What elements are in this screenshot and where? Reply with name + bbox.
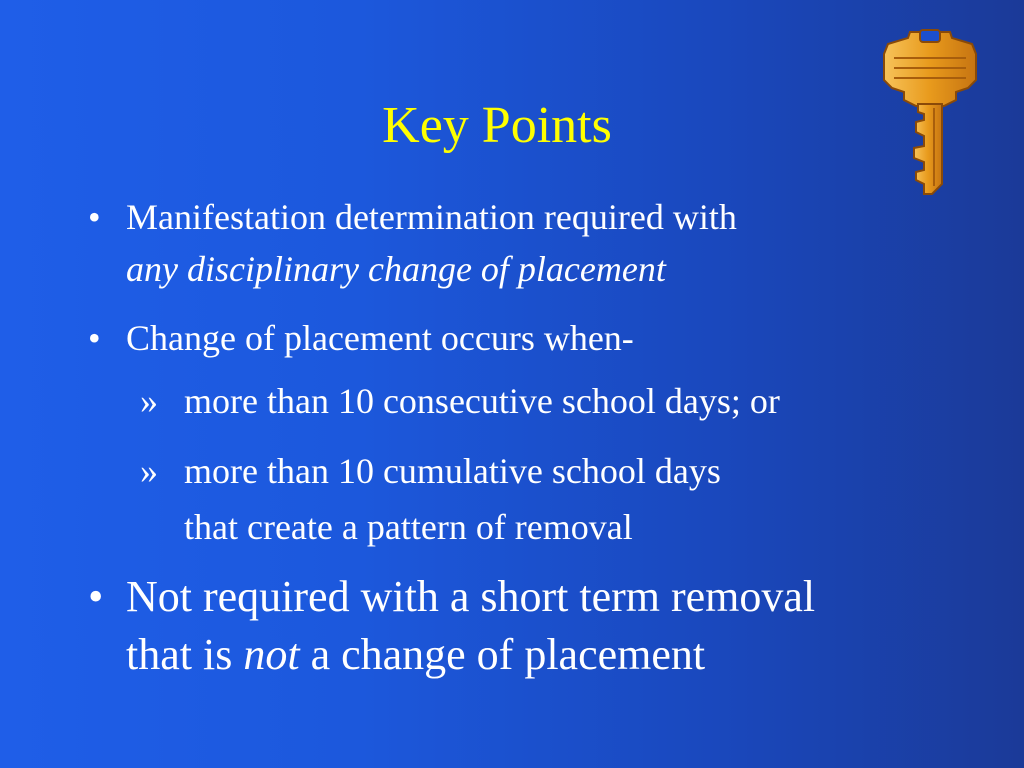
- bullet-line: Manifestation determination required with: [126, 197, 737, 237]
- bullet-text: [126, 312, 966, 364]
- bullet-text: [126, 568, 966, 684]
- bullet-line: Not required with a short term removal: [126, 572, 816, 621]
- text-fragment: that is: [126, 630, 244, 679]
- bullet-line: Change of placement occurs when-: [126, 318, 634, 358]
- sub-bullet-marker: »: [140, 451, 158, 491]
- sub-bullet-line: more than 10 consecutive school days; or: [184, 381, 780, 421]
- bullet-text: [126, 191, 966, 295]
- slide-title: Key Points: [382, 97, 612, 154]
- sub-bullet-line: more than 10 cumulative school days: [184, 451, 721, 491]
- sub-bullet-marker: »: [140, 381, 158, 421]
- bullet-marker: •: [88, 318, 101, 358]
- emphasis-text: not: [243, 630, 300, 679]
- sub-bullet-line: that create a pattern of removal: [184, 507, 633, 547]
- sub-bullet-text: [184, 373, 984, 429]
- bullet-line-mixed: [126, 626, 966, 684]
- sub-bullet-text: [184, 443, 984, 555]
- text-fragment: a change of placement: [299, 630, 706, 679]
- bullet-marker: •: [88, 572, 104, 621]
- bullet-line-italic: any disciplinary change of placement: [126, 249, 666, 289]
- bullet-marker: •: [88, 197, 101, 237]
